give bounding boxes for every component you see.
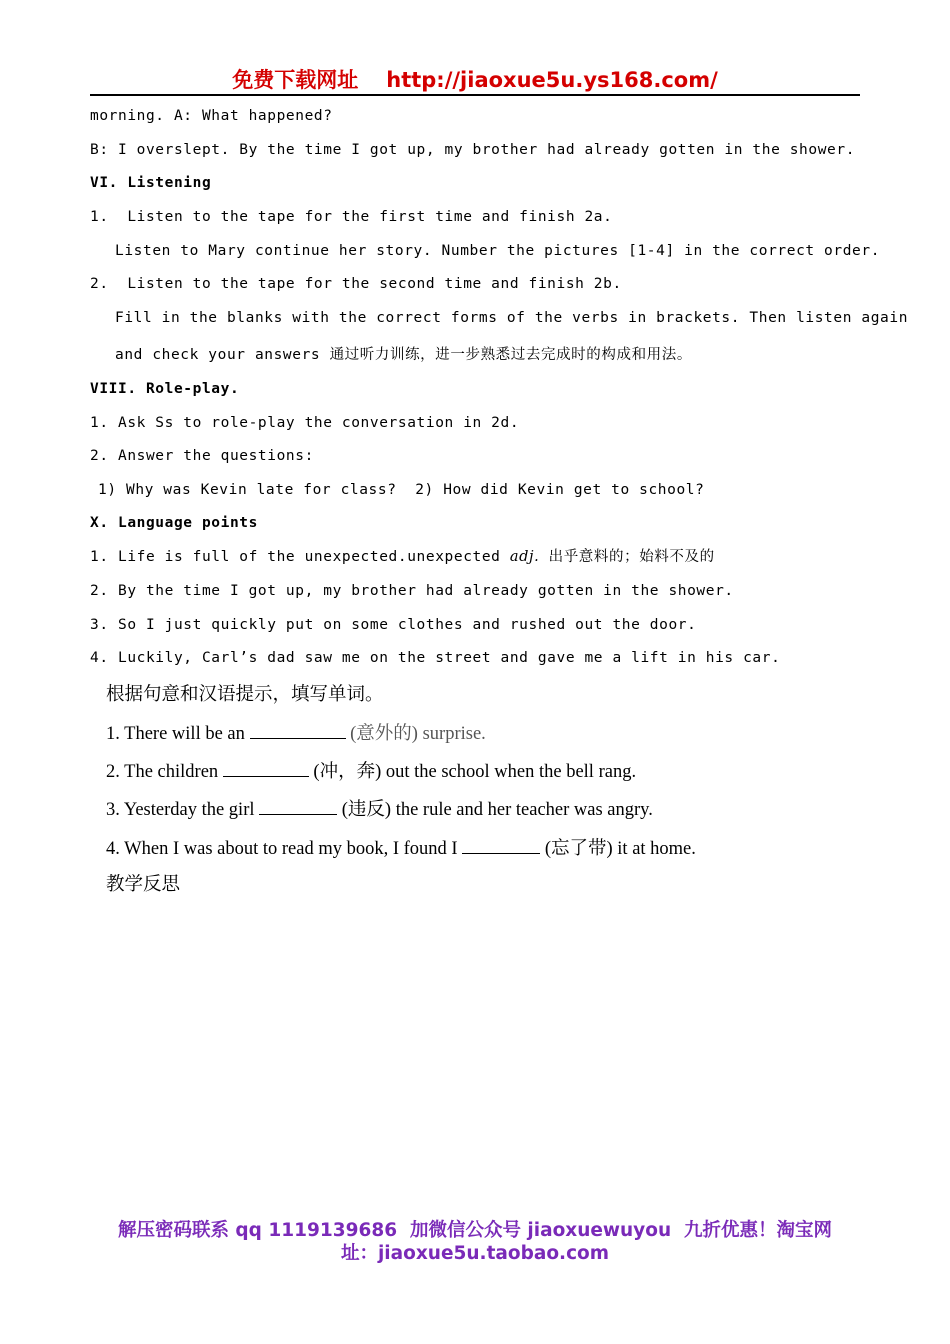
- header-divider: [90, 94, 860, 96]
- teaching-reflection-heading: 教学反思: [106, 875, 181, 895]
- text-line: morning. A: What happened?: [90, 108, 333, 124]
- answer-blank[interactable]: [250, 722, 346, 739]
- text-line: 1. Listen to the tape for the first time and finish 2a.: [90, 209, 613, 225]
- question-text: (违反) the rule and her teacher was angry.: [337, 800, 653, 820]
- answer-blank[interactable]: [259, 798, 337, 815]
- header-site-label: 免费下载网址: [232, 68, 359, 92]
- answer-blank[interactable]: [223, 760, 309, 777]
- exercise-question-2: [106, 760, 636, 784]
- text-line: [90, 547, 715, 567]
- text-line: 2. Answer the questions:: [90, 448, 314, 464]
- text-line: and check your answers 通过听力训练，进一步熟悉过去完成时的构成和用法。: [115, 347, 692, 363]
- question-text: 2. The children: [106, 762, 223, 782]
- text-segment: 出乎意料的；始料不及的: [539, 549, 715, 565]
- exercise-question-3: [106, 798, 653, 822]
- text-line: Fill in the blanks with the correct forms of the verbs in brackets. Then listen again: [115, 310, 909, 326]
- question-text: (冲，奔) out the school when the bell rang.: [308, 762, 637, 782]
- header-site-url[interactable]: http://jiaoxue5u.ys168.com/: [386, 68, 718, 92]
- answer-blank[interactable]: [462, 837, 540, 854]
- question-text: 1. There will be an: [106, 724, 250, 744]
- text-line: B: I overslept. By the time I got up, my brother had already gotten in the shower.: [90, 142, 856, 158]
- footer-line-2: 址：jiaoxue5u.taobao.com: [340, 1243, 610, 1264]
- exercise-question-4: [106, 837, 696, 861]
- section-heading-role-play: VIII. Role-play.: [90, 381, 240, 397]
- exercise-heading: 根据句意和汉语提示，填写单词。: [106, 685, 384, 705]
- text-line: 4. Luckily, Carl’s dad saw me on the street and gave me a lift in his car.: [90, 650, 781, 666]
- text-line: 2. Listen to the tape for the second time and finish 2b.: [90, 276, 622, 292]
- section-heading-language-points: X. Language points: [90, 515, 258, 531]
- section-heading-listening: VI. Listening: [90, 175, 212, 191]
- text-line: Listen to Mary continue her story. Number the pictures [1-4] in the correct order.: [115, 243, 881, 259]
- question-text: 3. Yesterday the girl: [106, 800, 260, 820]
- text-line: 1. Ask Ss to role-play the conversation in 2d.: [90, 415, 520, 431]
- text-segment: 1. Life is full of the unexpected.unexpected: [90, 549, 510, 565]
- question-text: (意外的) surprise.: [345, 724, 486, 744]
- page-header: [0, 64, 950, 94]
- part-of-speech: adj.: [509, 549, 540, 565]
- exercise-question-1: [106, 722, 486, 746]
- question-text: 4. When I was about to read my book, I found I: [106, 839, 463, 859]
- text-line: 2. By the time I got up, my brother had already gotten in the shower.: [90, 583, 734, 599]
- question-text: (忘了带) it at home.: [540, 839, 696, 859]
- text-line: 1) Why was Kevin late for class? 2) How did Kevin get to school?: [98, 482, 705, 498]
- footer-line-1: 解压密码联系 qq 1119139686 加微信公众号 jiaoxuewuyou 九折优惠！淘宝网: [117, 1220, 833, 1241]
- text-line: 3. So I just quickly put on some clothes and rushed out the door.: [90, 617, 697, 633]
